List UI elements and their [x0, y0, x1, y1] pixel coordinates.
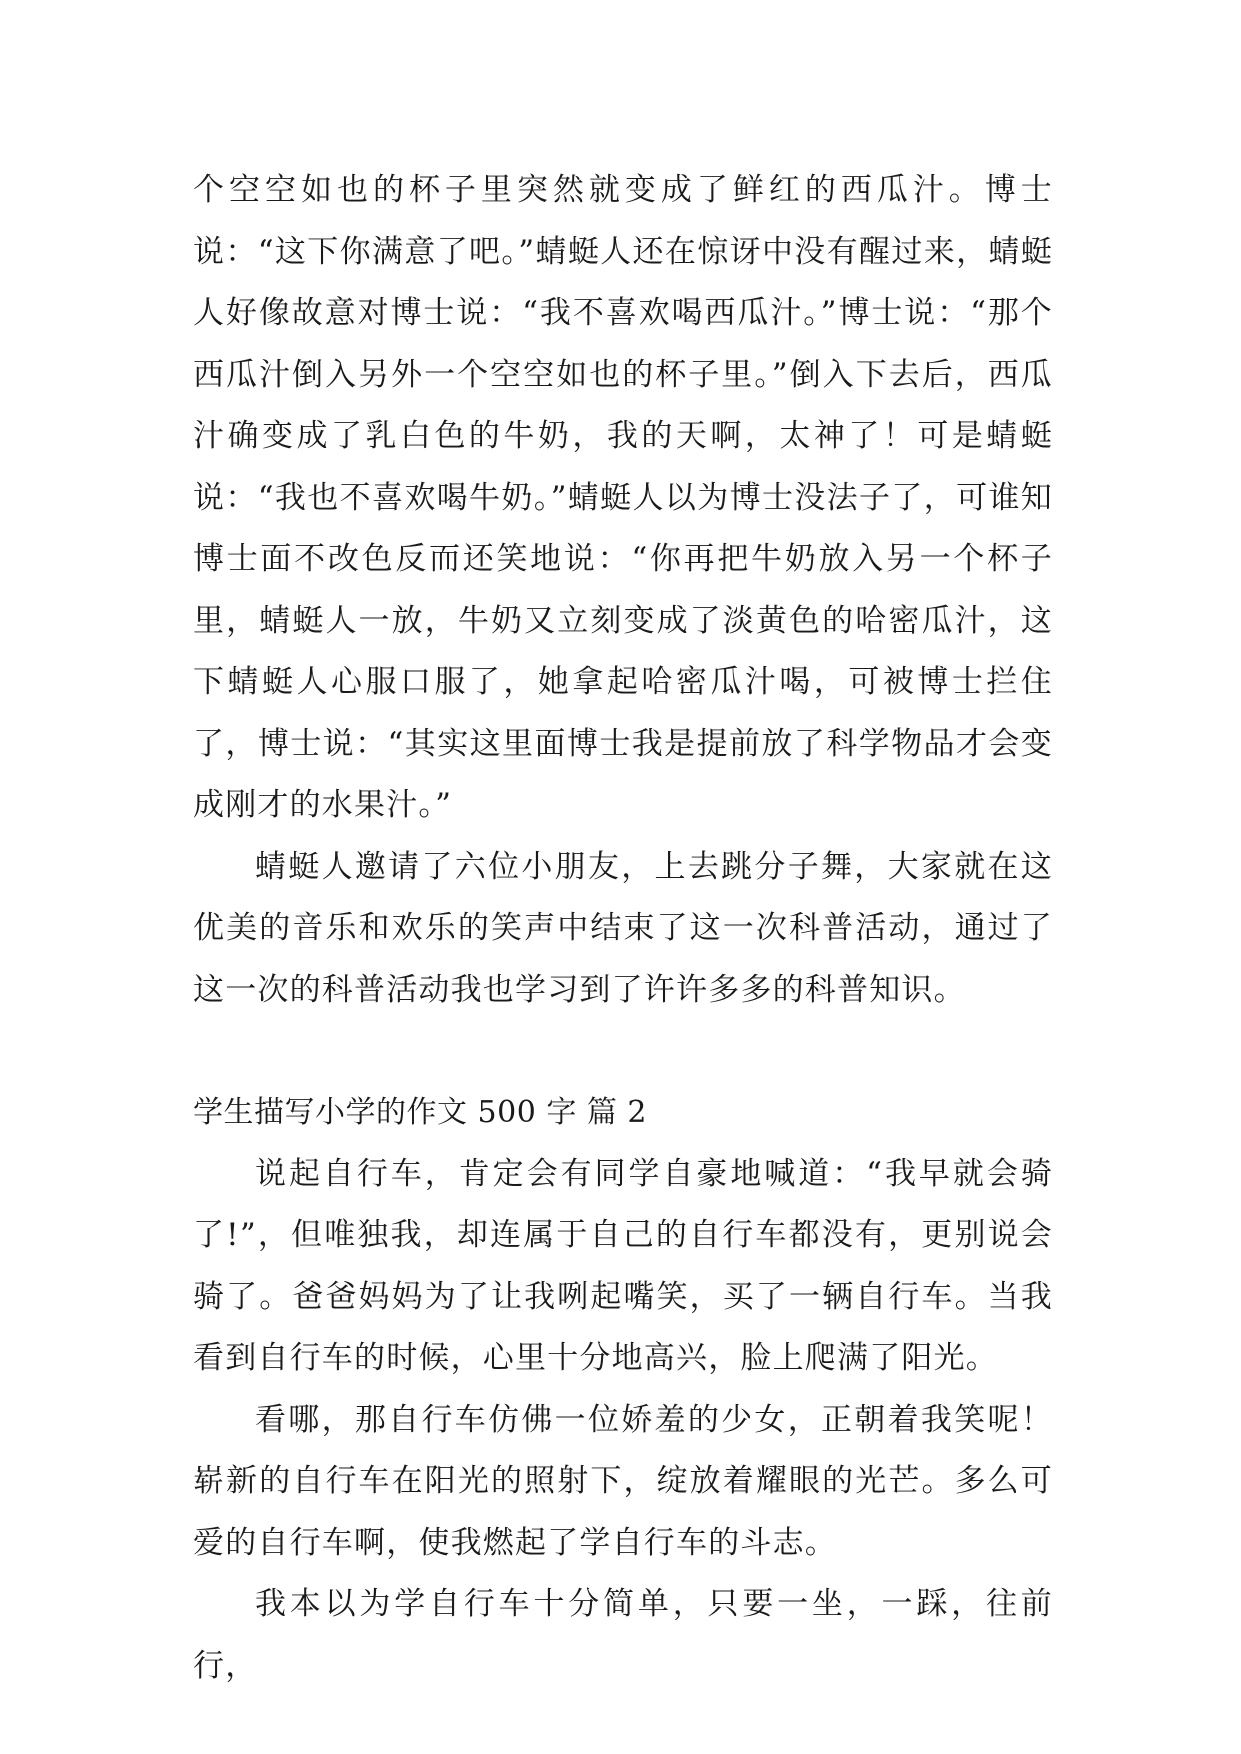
document-body — [193, 160, 1053, 1697]
paragraph: 我本以为学自行车十分简单，只要一坐，一踩，往前行， — [193, 1586, 1053, 1684]
paragraph: 蜻蜓人邀请了六位小朋友，上去跳分子舞，大家就在这优美的音乐和欢乐的笑声中结束了这一次科普活动，通过了这一次的科普活动我也学习到了许许多多的科普知识。 — [193, 848, 1053, 1008]
paragraph: 说起自行车，肯定会有同学自豪地喊道：“我早就会骑了!”，但唯独我，却连属于自己的自行车都没有，更别说会骑了。爸爸妈妈为了让我咧起嘴笑，买了一辆自行车。当我看到自行车的时候，心里十分地高兴，脸上爬满了阳光。 — [193, 1155, 1053, 1376]
section-heading: 学生描写小学的作文 500 字 篇 2 — [193, 1095, 647, 1130]
paragraph-continued: 个空空如也的杯子里突然就变成了鲜红的西瓜汁。博士说：“这下你满意了吧。”蜻蜓人还在惊讶中没有醒过来，蜻蜓人好像故意对博士说：“我不喜欢喝西瓜汁。”博士说：“那个西瓜汁倒入另外一个空空如也的杯子里。”倒入下去后，西瓜汁确变成了乳白色的牛奶，我的天啊，太神了！可是蜻蜓说：“我也不喜欢喝牛奶。”蜻蜓人以为博士没法子了，可谁知博士面不改色反而还笑地说：“你再把牛奶放入另一个杯子里，蜻蜓人一放，牛奶又立刻变成了淡黄色的哈密瓜汁，这下蜻蜓人心服口服了，她拿起哈密瓜汁喝，可被博士拦住了，博士说：“其实这里面博士我是提前放了科学物品才会变成刚才的水果汁。” — [193, 172, 1053, 823]
paragraph: 看哪，那自行车仿佛一位娇羞的少女，正朝着我笑呢！崭新的自行车在阳光的照射下，绽放着耀眼的光芒。多么可爱的自行车啊，使我燃起了学自行车的斗志。 — [193, 1401, 1053, 1561]
section-spacer — [193, 1021, 1053, 1082]
